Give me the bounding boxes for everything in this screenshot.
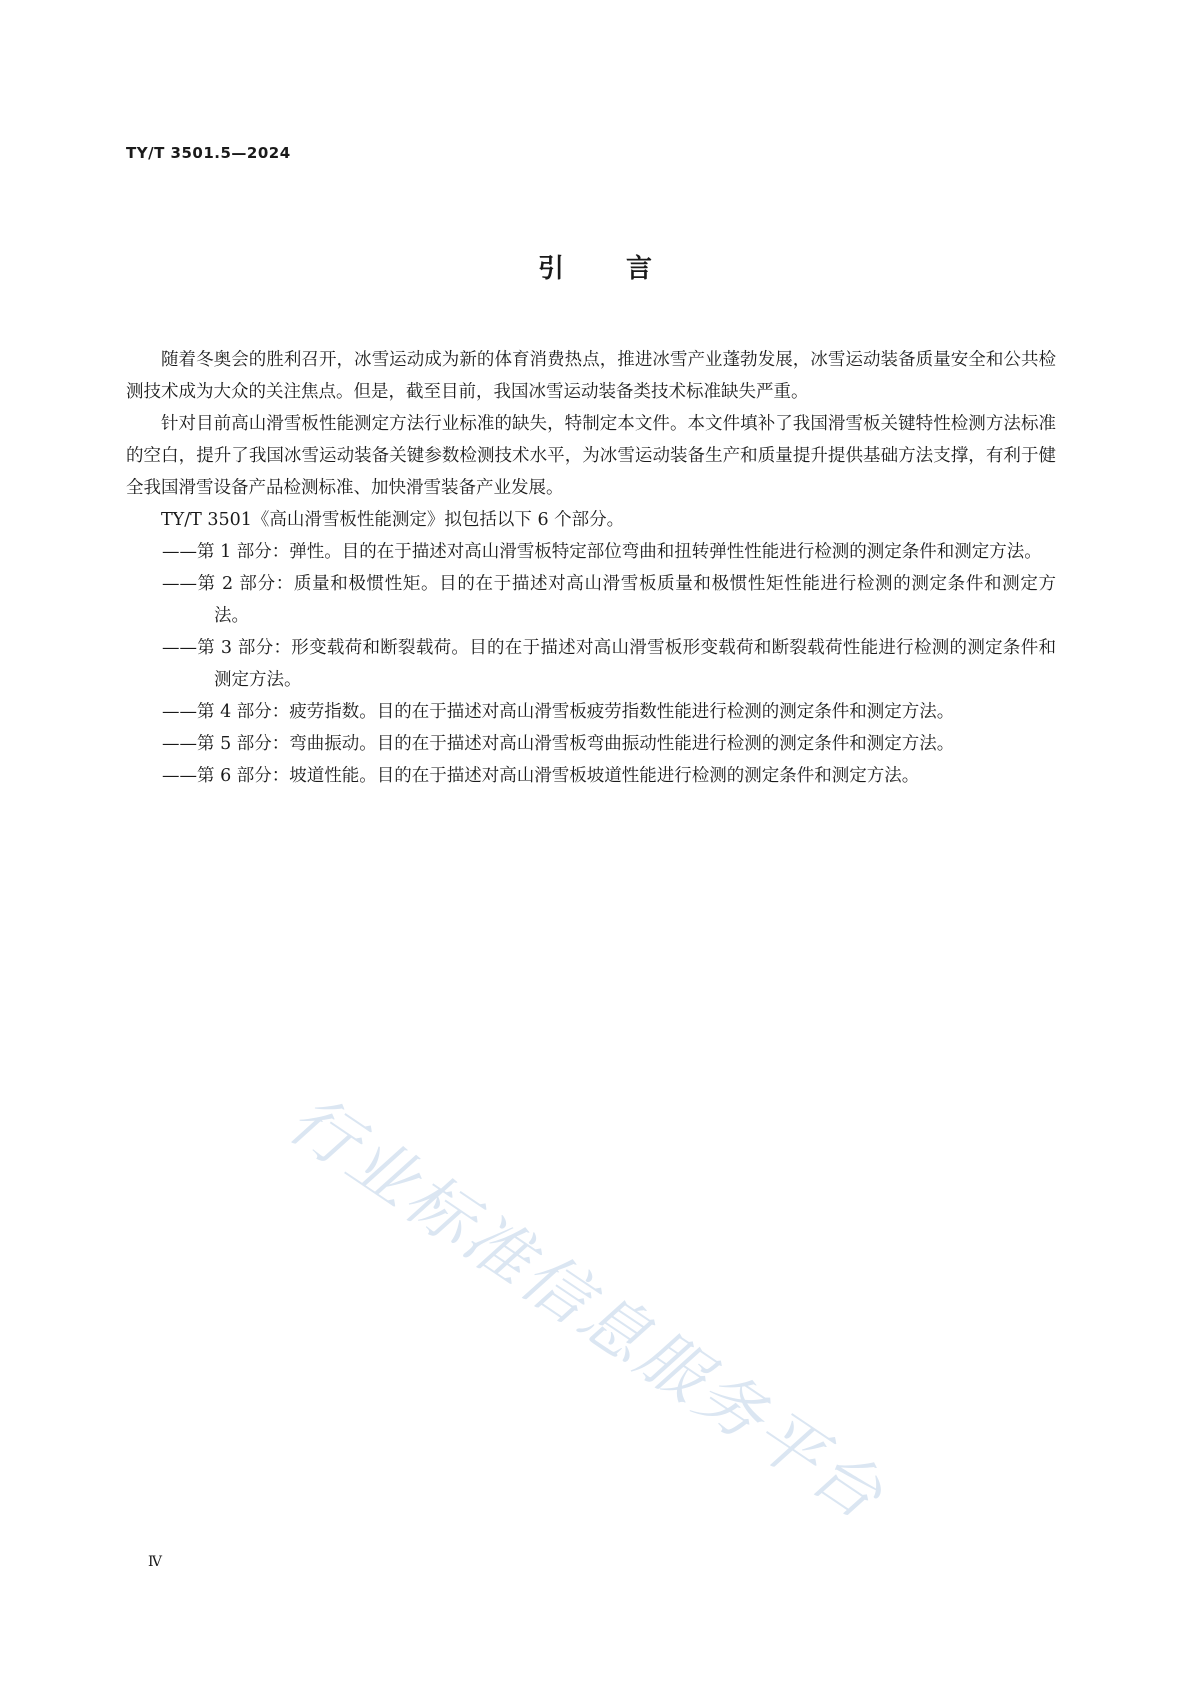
document-body [126, 344, 1056, 792]
paragraph: TY/T 3501《高山滑雪板性能测定》拟包括以下 6 个部分。 [161, 510, 625, 530]
watermark: 行业标准信息服务平台 [275, 1080, 899, 1536]
page-title: 引言 [537, 254, 714, 284]
page-number: Ⅳ [148, 1554, 162, 1570]
part-list-item: ——第 5 部分：弯曲振动。目的在于描述对高山滑雪板弯曲振动性能进行检测的测定条件和测定方法。 [162, 734, 955, 754]
part-list-item: ——第 3 部分：形变载荷和断裂载荷。目的在于描述对高山滑雪板形变载荷和断裂载荷性能进行检测的测定条件和测定方法。 [162, 638, 1056, 690]
part-list-item: ——第 2 部分：质量和极惯性矩。目的在于描述对高山滑雪板质量和极惯性矩性能进行检测的测定条件和测定方法。 [162, 574, 1056, 626]
standard-code: TY/T 3501.5—2024 [126, 144, 291, 162]
paragraph: 针对目前高山滑雪板性能测定方法行业标准的缺失，特制定本文件。本文件填补了我国滑雪板关键特性检测方法标准的空白，提升了我国冰雪运动装备关键参数检测技术水平，为冰雪运动装备生产和质量提升提供基础方法支撑，有利于健全我国滑雪设备产品检测标准、加快滑雪装备产业发展。 [126, 414, 1056, 498]
part-list-item: ——第 6 部分：坡道性能。目的在于描述对高山滑雪板坡道性能进行检测的测定条件和测定方法。 [162, 766, 920, 786]
part-list-item: ——第 1 部分：弹性。目的在于描述对高山滑雪板特定部位弯曲和扭转弹性性能进行检测的测定条件和测定方法。 [162, 542, 1042, 562]
paragraph: 随着冬奥会的胜利召开，冰雪运动成为新的体育消费热点，推进冰雪产业蓬勃发展，冰雪运动装备质量安全和公共检测技术成为大众的关注焦点。但是，截至目前，我国冰雪运动装备类技术标准缺失严重。 [126, 350, 1056, 402]
part-list-item: ——第 4 部分：疲劳指数。目的在于描述对高山滑雪板疲劳指数性能进行检测的测定条件和测定方法。 [162, 702, 955, 722]
